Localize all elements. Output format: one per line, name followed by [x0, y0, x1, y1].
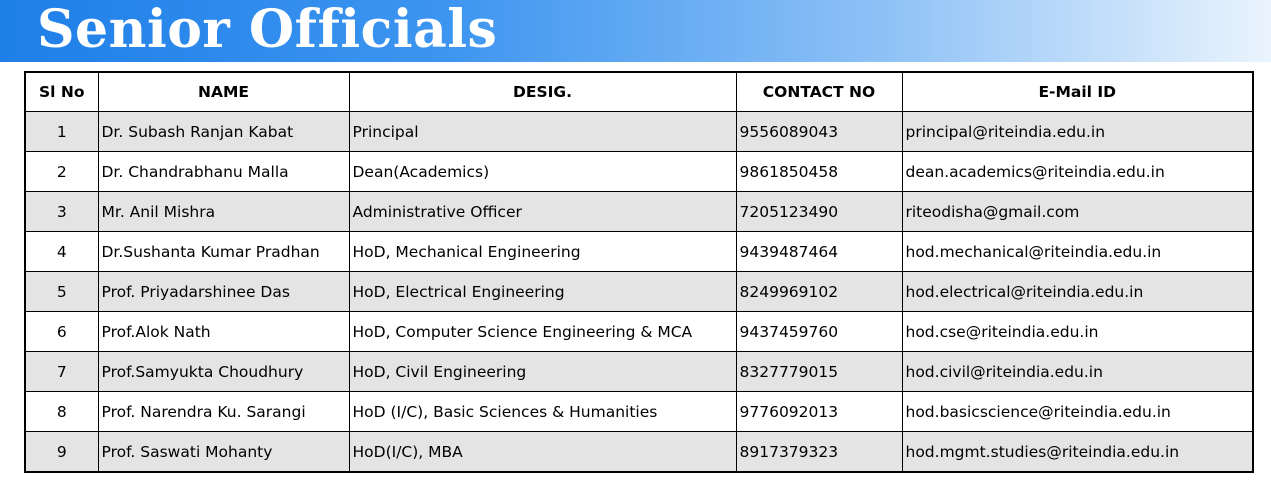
cell-name: Prof. Saswati Mohanty — [98, 432, 349, 473]
cell-email-id: riteodisha@gmail.com — [902, 192, 1253, 232]
cell-sl-no: 6 — [25, 312, 98, 352]
table-row — [25, 112, 1253, 152]
table-row — [25, 272, 1253, 312]
cell-contact-no: 9861850458 — [736, 152, 902, 192]
cell-designation: HoD, Mechanical Engineering — [349, 232, 736, 272]
cell-designation: HoD(I/C), MBA — [349, 432, 736, 473]
cell-sl-no: 8 — [25, 392, 98, 432]
page-title: Senior Officials — [37, 0, 498, 60]
table-row — [25, 352, 1253, 392]
cell-sl-no: 1 — [25, 112, 98, 152]
cell-name: Dr. Subash Ranjan Kabat — [98, 112, 349, 152]
cell-email-id: hod.electrical@riteindia.edu.in — [902, 272, 1253, 312]
table-row — [25, 392, 1253, 432]
cell-sl-no: 5 — [25, 272, 98, 312]
cell-contact-no: 8249969102 — [736, 272, 902, 312]
header-contact-no: CONTACT NO — [736, 72, 902, 112]
cell-name: Prof. Narendra Ku. Sarangi — [98, 392, 349, 432]
cell-name: Prof.Alok Nath — [98, 312, 349, 352]
header-email-id: E-Mail ID — [902, 72, 1253, 112]
cell-designation: HoD (I/C), Basic Sciences & Humanities — [349, 392, 736, 432]
cell-designation: Dean(Academics) — [349, 152, 736, 192]
cell-contact-no: 9556089043 — [736, 112, 902, 152]
cell-designation: HoD, Civil Engineering — [349, 352, 736, 392]
cell-name: Dr.Sushanta Kumar Pradhan — [98, 232, 349, 272]
cell-name: Dr. Chandrabhanu Malla — [98, 152, 349, 192]
cell-email-id: hod.cse@riteindia.edu.in — [902, 312, 1253, 352]
cell-contact-no: 9439487464 — [736, 232, 902, 272]
cell-name: Prof. Priyadarshinee Das — [98, 272, 349, 312]
cell-contact-no: 8327779015 — [736, 352, 902, 392]
cell-email-id: principal@riteindia.edu.in — [902, 112, 1253, 152]
cell-contact-no: 9437459760 — [736, 312, 902, 352]
header-sl-no: Sl No — [25, 72, 98, 112]
cell-email-id: hod.mgmt.studies@riteindia.edu.in — [902, 432, 1253, 473]
cell-designation: HoD, Computer Science Engineering & MCA — [349, 312, 736, 352]
table-row — [25, 152, 1253, 192]
header-designation: DESIG. — [349, 72, 736, 112]
table-row — [25, 232, 1253, 272]
cell-name: Mr. Anil Mishra — [98, 192, 349, 232]
cell-sl-no: 7 — [25, 352, 98, 392]
table-row — [25, 432, 1253, 473]
cell-contact-no: 9776092013 — [736, 392, 902, 432]
cell-designation: Principal — [349, 112, 736, 152]
cell-contact-no: 7205123490 — [736, 192, 902, 232]
title-banner — [0, 0, 1271, 62]
cell-sl-no: 2 — [25, 152, 98, 192]
cell-designation: HoD, Electrical Engineering — [349, 272, 736, 312]
header-name: NAME — [98, 72, 349, 112]
cell-designation: Administrative Officer — [349, 192, 736, 232]
cell-sl-no: 4 — [25, 232, 98, 272]
cell-email-id: hod.civil@riteindia.edu.in — [902, 352, 1253, 392]
cell-email-id: hod.basicscience@riteindia.edu.in — [902, 392, 1253, 432]
table-row — [25, 192, 1253, 232]
cell-sl-no: 9 — [25, 432, 98, 473]
officials-table — [24, 71, 1254, 473]
table-header-row — [25, 72, 1253, 112]
cell-contact-no: 8917379323 — [736, 432, 902, 473]
table-row — [25, 312, 1253, 352]
cell-email-id: hod.mechanical@riteindia.edu.in — [902, 232, 1253, 272]
cell-name: Prof.Samyukta Choudhury — [98, 352, 349, 392]
cell-email-id: dean.academics@riteindia.edu.in — [902, 152, 1253, 192]
cell-sl-no: 3 — [25, 192, 98, 232]
